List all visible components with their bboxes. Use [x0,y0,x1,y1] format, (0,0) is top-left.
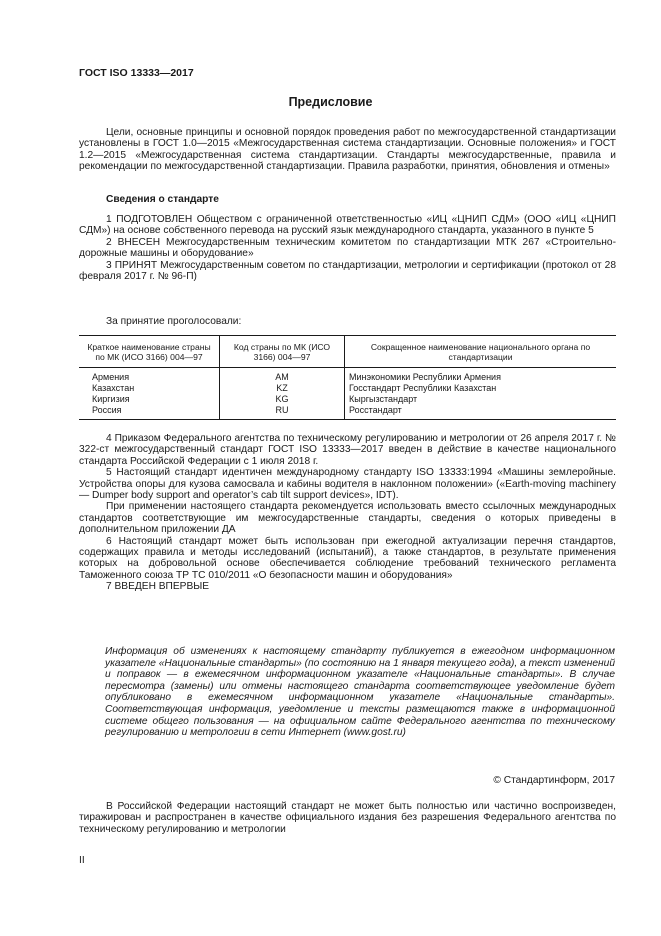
page-number: II [79,855,85,866]
table-row [79,368,616,384]
copyright: © Стандартинформ, 2017 [493,775,615,786]
item-6: 6 Настоящий стандарт может быть использован при ежегодной актуализации перечня стандартов, содержащих правила и методы исследований (испытаний), а также стандартов, в результате применения которых на добровольной основе обеспечивается соблюдение требований технического регламента Таможенного союза ТР ТС 010/2011 «О безопасности машин и оборудования» [79,535,616,581]
col-header-body: Сокращенное наименование национального органа по стандартизации [345,336,617,368]
item-7: 7 ВВЕДЕН ВПЕРВЫЕ [106,581,210,593]
table-row [79,405,616,420]
cell-code: AM [220,368,345,384]
legal-notice [79,801,616,835]
table-row [79,383,616,394]
cell-body: Госстандарт Республики Казахстан [345,383,617,394]
col-header-country: Краткое наименование страны по МК (ИСО 3166) 004—97 [79,336,220,368]
item-3: 3 ПРИНЯТ Межгосударственным советом по стандартизации, метрологии и сертификации (протокол от 28 февраля 2017 г. № 96-П) [79,259,616,283]
section-title: Предисловие [288,95,373,109]
item-5-note: При применении настоящего стандарта рекомендуется использовать вместо ссылочных международных стандартов соответствующие им межгосударственные стандарты, сведения о которых приведены в дополнительном приложении ДА [79,501,616,536]
cell-code: KZ [220,383,345,394]
cell-code: RU [220,405,345,420]
intro-text: Цели, основные принципы и основной порядок проведения работ по межгосударственной стандартизации установлены в ГОСТ 1.0—2015 «Межгосударственная система стандартизации. Основные положения» и ГОСТ 1.2—2015 «Межгосударственная система стандартизации. Стандарты межгосударственные, правила и рекомендации по межгосударственной стандартизации. Правила разработки, принятия, обновления и отмены» [79,127,616,173]
voted-label: За принятие проголосовали: [106,316,242,327]
cell-country: Казахстан [92,383,135,393]
voting-table [79,335,616,420]
legal-notice-text: В Российской Федерации настоящий стандарт не может быть полностью или частично воспроизведен, тиражирован и распространен в качестве официального издания без разрешения Федерального агентства по техническому регулированию и метрологии [79,801,616,835]
item-4: 4 Приказом Федерального агентства по техническому регулированию и метрологии от 26 апреля 2017 г. № 322-ст межгосударственный стандарт ГОСТ ISO 13333—2017 введен в действие в качестве национального стандарта Российской Федерации с 1 июля 2018 г. [79,433,616,467]
cell-country: Армения [92,372,130,382]
item-5: 5 Настоящий стандарт идентичен международному стандарту ISO 13333:1994 «Машины землеройные. Устройства опоры для кузова самосвала и кабины водителя в наклонном положении» («Earth-moving machinery — Dumper body support and operator’s cab tilt support devices», IDT). [79,467,616,502]
cell-country: Киргизия [92,394,130,404]
about-heading: Сведения о стандарте [106,194,219,205]
changes-notice [105,646,615,739]
intro-paragraph [79,127,616,173]
cell-country: Россия [79,405,220,420]
cell-body: Минэкономики Республики Армения [345,368,617,384]
items-1-3 [79,214,616,282]
document-id-header: ГОСТ ISO 13333—2017 [79,67,194,79]
item-2: 2 ВНЕСЕН Межгосударственным техническим комитетом по стандартизации МТК 267 «Строительно-дорожные машины и оборудование» [79,236,616,260]
changes-notice-text: Информация об изменениях к настоящему стандарту публикуется в ежегодном информационном указателе «Национальные стандарты» (по состоянию на 1 января текущего года), а текст изменений и поправок — в ежемесячном информационном указателе «Национальные стандарты». В случае пересмотра (замены) или отмены настоящего стандарта соответствующее уведомление будет опубликовано в ежемесячном информационном указателе «Национальные стандарты». Соответствующая информация, уведомление и тексты размещаются также в информационной системе общего пользования — на официальном сайте Федерального агентства по техническому регулированию и метрологии в сети Интернет (www.gost.ru) [105,646,615,739]
items-4-7 [79,433,616,593]
table-header-row [79,336,616,368]
col-header-code: Код страны по МК (ИСО 3166) 004—97 [220,336,345,368]
item-1: 1 ПОДГОТОВЛЕН Обществом с ограниченной ответственностью «ИЦ «ЦНИП СДМ» (ООО «ИЦ «ЦНИП СДМ») на основе собственного перевода на русский язык международного стандарта, указанного в пункте 5 [79,214,616,237]
cell-body: Кыргызстандарт [345,394,617,405]
cell-body: Росстандарт [345,405,617,420]
table-row [79,394,616,405]
cell-code: KG [220,394,345,405]
